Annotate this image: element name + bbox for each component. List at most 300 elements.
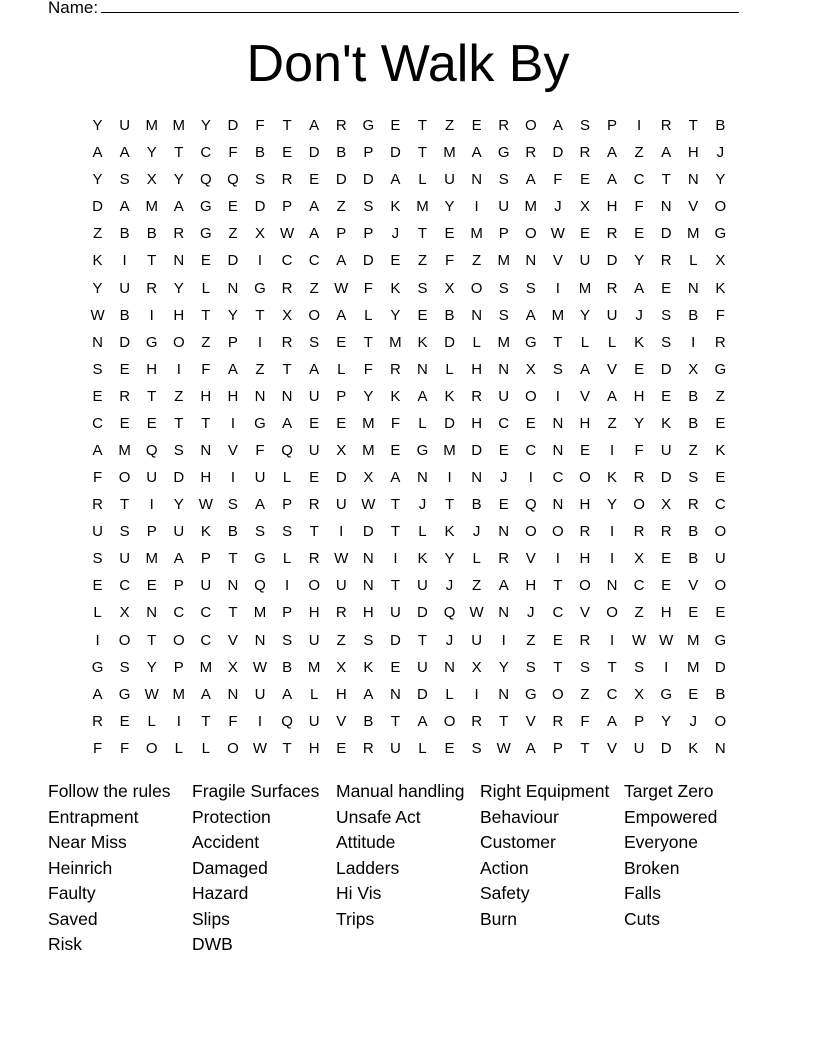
grid-letter: I	[474, 198, 479, 216]
grid-letter: R	[579, 631, 591, 649]
word-list-item: Safety	[480, 883, 530, 903]
grid-letter: M	[416, 198, 429, 216]
grid-letter: N	[687, 279, 699, 297]
grid-letter: U	[335, 496, 347, 514]
grid-letter: A	[336, 252, 347, 270]
grid-letter: D	[227, 252, 239, 270]
grid-letter: B	[119, 306, 130, 324]
grid-letter: F	[634, 198, 644, 216]
grid-letter: R	[525, 144, 537, 162]
grid-letter: Y	[661, 712, 672, 730]
grid-letter: D	[254, 198, 266, 216]
word-list	[48, 779, 768, 958]
word-search-grid	[84, 112, 734, 762]
grid-letter: R	[389, 360, 401, 378]
grid-letter: A	[309, 360, 320, 378]
grid-letter: C	[173, 604, 185, 622]
page-title: Don't Walk By	[246, 35, 570, 93]
grid-letter: C	[714, 496, 726, 514]
grid-letter: E	[282, 144, 293, 162]
grid-letter: E	[444, 225, 455, 243]
grid-letter: E	[498, 496, 509, 514]
grid-letter: D	[362, 523, 374, 541]
grid-letter: I	[447, 469, 452, 487]
grid-letter: O	[308, 577, 320, 595]
word-list-item: Slips	[192, 908, 230, 929]
grid-letter: N	[417, 469, 428, 487]
grid-letter: C	[92, 414, 103, 432]
grid-letter: G	[200, 225, 212, 243]
grid-letter: L	[418, 739, 427, 757]
grid-letter: A	[173, 550, 184, 568]
grid-letter: P	[336, 387, 347, 405]
grid-letter: H	[525, 577, 537, 595]
grid-letter: E	[661, 550, 672, 568]
grid-letter: M	[497, 252, 510, 270]
grid-letter: F	[228, 144, 238, 162]
grid-letter: Y	[634, 414, 645, 432]
grid-letter: W	[334, 279, 349, 297]
grid-letter: M	[443, 441, 456, 459]
grid-letter: E	[119, 414, 130, 432]
grid-letter: A	[227, 360, 238, 378]
grid-letter: B	[688, 414, 699, 432]
grid-letter: Q	[443, 604, 456, 622]
grid-letter: Z	[336, 631, 346, 649]
grid-letter: G	[200, 198, 212, 216]
name-field[interactable]	[48, 0, 739, 18]
grid-letter: R	[362, 739, 374, 757]
grid-letter: S	[92, 550, 103, 568]
grid-letter: R	[281, 171, 293, 189]
grid-letter: P	[363, 144, 374, 162]
grid-letter: L	[445, 685, 454, 703]
grid-letter: T	[201, 306, 211, 324]
grid-letter: P	[282, 198, 293, 216]
grid-letter: U	[444, 171, 455, 189]
grid-letter: L	[607, 333, 617, 351]
word-list-item: Protection	[192, 806, 271, 827]
word-list-item: Behaviour	[480, 806, 559, 827]
grid-letter: F	[580, 712, 590, 730]
grid-letter: E	[661, 387, 672, 405]
grid-letter: O	[308, 306, 320, 324]
grid-letter: A	[390, 171, 401, 189]
grid-letter: X	[579, 198, 590, 216]
grid-letter: O	[633, 496, 645, 514]
grid-letter: U	[92, 523, 103, 541]
grid-letter: U	[498, 198, 510, 216]
grid-letter: Y	[363, 387, 374, 405]
word-list-item: Attitude	[336, 832, 396, 852]
grid-letter: C	[498, 414, 510, 432]
grid-letter: N	[92, 333, 103, 351]
grid-letter: N	[552, 496, 564, 514]
grid-letter: E	[200, 252, 211, 270]
grid-letter: U	[417, 658, 428, 676]
grid-letter: Z	[472, 252, 482, 270]
grid-letter: E	[715, 414, 726, 432]
grid-letter: J	[716, 144, 725, 162]
grid-letter: M	[470, 225, 483, 243]
grid-letter: K	[634, 333, 645, 351]
grid-letter: O	[118, 469, 131, 487]
grid-letter: Y	[92, 171, 103, 189]
grid-row	[84, 626, 734, 653]
grid-letter: I	[555, 550, 560, 568]
grid-letter: A	[552, 117, 563, 135]
grid-letter: I	[230, 414, 236, 432]
grid-letter: U	[606, 306, 618, 324]
grid-letter: A	[309, 198, 320, 216]
grid-letter: C	[200, 631, 212, 649]
grid-letter: N	[389, 685, 401, 703]
grid-letter: O	[227, 739, 239, 757]
grid-letter: Y	[579, 306, 590, 324]
grid-letter: S	[471, 739, 482, 757]
grid-letter: H	[200, 469, 212, 487]
name-underline[interactable]	[101, 0, 739, 13]
grid-letter: D	[660, 360, 672, 378]
grid-letter: R	[633, 523, 645, 541]
grid-letter: C	[525, 441, 537, 459]
grid-letter: P	[634, 712, 645, 730]
grid-letter: C	[200, 604, 212, 622]
grid-letter: U	[146, 469, 158, 487]
grid-letter: E	[336, 333, 347, 351]
grid-letter: V	[227, 441, 238, 459]
grid-letter: Q	[254, 577, 266, 595]
grid-letter: Y	[444, 550, 455, 568]
grid-letter: C	[308, 252, 320, 270]
grid-row	[84, 329, 734, 356]
grid-letter: C	[606, 685, 618, 703]
grid-letter: F	[92, 469, 103, 487]
grid-letter: X	[471, 658, 482, 676]
grid-letter: A	[417, 387, 428, 405]
word-list-item: Hazard	[192, 883, 249, 903]
grid-letter: M	[551, 306, 565, 324]
grid-letter: G	[524, 685, 537, 703]
grid-row	[84, 302, 734, 329]
grid-letter: E	[525, 414, 536, 432]
grid-letter: C	[552, 604, 564, 622]
grid-letter: H	[471, 414, 483, 432]
grid-letter: I	[609, 441, 615, 459]
grid-letter: J	[472, 523, 481, 541]
grid-letter: T	[228, 604, 238, 622]
grid-letter: Z	[580, 685, 590, 703]
grid-letter: A	[92, 144, 103, 162]
grid-letter: H	[146, 360, 158, 378]
grid-letter: G	[714, 225, 727, 243]
grid-letter: D	[335, 469, 347, 487]
grid-letter: F	[92, 739, 103, 757]
grid-letter: L	[418, 523, 427, 541]
grid-letter: Z	[228, 225, 238, 243]
grid-letter: P	[607, 117, 618, 135]
grid-letter: D	[660, 469, 672, 487]
word-list-item: Burn	[480, 908, 517, 929]
grid-letter: E	[119, 360, 130, 378]
grid-letter: H	[687, 144, 699, 162]
grid-letter: V	[607, 739, 618, 757]
grid-letter: Y	[715, 171, 726, 189]
grid-letter: S	[92, 360, 103, 378]
grid-row	[84, 545, 734, 572]
grid-letter: N	[227, 685, 239, 703]
grid-letter: V	[525, 712, 536, 730]
grid-letter: U	[389, 739, 401, 757]
grid-letter: I	[149, 306, 154, 324]
grid-row	[84, 166, 734, 193]
grid-letter: A	[634, 279, 645, 297]
grid-letter: D	[444, 333, 455, 351]
grid-letter: I	[637, 117, 642, 135]
grid-letter: J	[635, 306, 643, 324]
grid-letter: O	[118, 631, 131, 649]
grid-row	[84, 654, 734, 681]
grid-letter: S	[417, 279, 428, 297]
grid-letter: R	[579, 523, 591, 541]
grid-letter: C	[633, 577, 645, 595]
grid-letter: P	[282, 496, 293, 514]
grid-letter: N	[498, 604, 510, 622]
grid-letter: U	[119, 550, 131, 568]
grid-letter: I	[176, 360, 181, 378]
grid-letter: E	[715, 469, 726, 487]
grid-letter: R	[308, 496, 320, 514]
grid-letter: X	[661, 496, 672, 514]
grid-letter: B	[227, 523, 238, 541]
grid-letter: M	[362, 414, 375, 432]
grid-row	[84, 735, 734, 762]
grid-letter: L	[93, 604, 102, 622]
grid-letter: S	[579, 658, 590, 676]
grid-letter: D	[362, 171, 374, 189]
grid-letter: L	[282, 469, 292, 487]
word-list-item: Saved	[48, 908, 98, 929]
grid-letter: S	[282, 523, 293, 541]
grid-letter: O	[579, 469, 591, 487]
grid-letter: R	[552, 712, 564, 730]
grid-letter: U	[471, 631, 483, 649]
grid-row	[84, 681, 734, 708]
grid-letter: I	[474, 685, 479, 703]
grid-letter: N	[281, 387, 293, 405]
grid-letter: V	[525, 550, 536, 568]
grid-letter: P	[173, 577, 184, 595]
grid-letter: E	[634, 225, 645, 243]
grid-row	[84, 410, 734, 437]
grid-letter: U	[254, 685, 266, 703]
grid-letter: V	[336, 712, 347, 730]
grid-letter: Z	[255, 360, 265, 378]
grid-letter: T	[499, 712, 509, 730]
grid-letter: W	[90, 306, 105, 324]
grid-letter: R	[660, 117, 672, 135]
grid-letter: E	[146, 577, 157, 595]
grid-letter: M	[497, 333, 510, 351]
word-list-item: Falls	[624, 883, 661, 903]
grid-letter: R	[281, 333, 293, 351]
grid-letter: B	[444, 306, 455, 324]
grid-letter: E	[390, 252, 401, 270]
grid-letter: A	[607, 387, 618, 405]
grid-letter: D	[389, 144, 401, 162]
grid-row	[84, 220, 734, 247]
grid-letter: A	[336, 306, 347, 324]
grid-letter: Y	[146, 144, 157, 162]
grid-letter: U	[308, 441, 320, 459]
grid-letter: D	[552, 144, 564, 162]
grid-letter: E	[92, 387, 103, 405]
grid-letter: R	[714, 333, 726, 351]
grid-letter: F	[715, 306, 725, 324]
grid-letter: L	[282, 550, 292, 568]
grid-letter: M	[524, 198, 538, 216]
grid-letter: B	[363, 712, 374, 730]
grid-letter: A	[173, 198, 184, 216]
grid-letter: B	[688, 550, 699, 568]
grid-letter: C	[200, 144, 212, 162]
grid-letter: K	[715, 279, 726, 297]
grid-letter: A	[119, 144, 130, 162]
grid-letter: O	[552, 685, 564, 703]
grid-letter: I	[609, 550, 615, 568]
grid-letter: E	[444, 739, 455, 757]
grid-letter: B	[688, 306, 699, 324]
grid-letter: I	[122, 252, 127, 270]
grid-letter: U	[308, 712, 320, 730]
grid-letter: T	[417, 117, 428, 135]
grid-letter: U	[389, 604, 401, 622]
grid-letter: A	[417, 712, 428, 730]
grid-letter: N	[471, 171, 483, 189]
grid-letter: S	[661, 306, 672, 324]
grid-letter: O	[443, 712, 456, 730]
grid-letter: T	[147, 631, 157, 649]
grid-letter: S	[552, 360, 563, 378]
grid-letter: U	[417, 577, 428, 595]
grid-letter: J	[445, 577, 454, 595]
grid-letter: A	[92, 685, 103, 703]
grid-letter: G	[362, 117, 375, 135]
name-label: Name:	[48, 0, 99, 17]
grid-letter: V	[607, 360, 618, 378]
grid-letter: E	[336, 414, 347, 432]
grid-letter: U	[173, 523, 185, 541]
grid-letter: O	[524, 523, 537, 541]
grid-letter: T	[147, 387, 157, 405]
grid-letter: M	[307, 658, 321, 676]
grid-letter: H	[606, 198, 618, 216]
grid-letter: K	[607, 469, 618, 487]
word-list-item: Cuts	[624, 908, 660, 929]
grid-letter: R	[335, 604, 347, 622]
grid-letter: N	[362, 577, 374, 595]
grid-letter: Y	[498, 658, 509, 676]
grid-letter: O	[524, 117, 537, 135]
grid-letter: H	[633, 387, 645, 405]
grid-letter: I	[257, 712, 263, 730]
grid-letter: E	[417, 306, 428, 324]
grid-letter: B	[146, 225, 157, 243]
grid-letter: I	[609, 631, 615, 649]
grid-letter: F	[201, 360, 211, 378]
grid-letter: W	[252, 739, 268, 757]
grid-letter: S	[363, 631, 374, 649]
grid-letter: H	[227, 387, 239, 405]
grid-letter: R	[471, 712, 483, 730]
grid-letter: R	[281, 279, 293, 297]
grid-letter: J	[527, 604, 535, 622]
grid-letter: K	[390, 279, 401, 297]
word-list-item: Faulty	[48, 883, 96, 903]
grid-letter: S	[282, 631, 293, 649]
grid-letter: K	[390, 387, 401, 405]
grid-letter: H	[471, 360, 483, 378]
grid-letter: A	[282, 414, 293, 432]
grid-letter: G	[118, 685, 131, 703]
grid-letter: Y	[227, 306, 238, 324]
grid-letter: T	[120, 496, 130, 514]
grid-letter: W	[280, 225, 295, 243]
grid-letter: X	[688, 360, 699, 378]
grid-letter: H	[579, 496, 591, 514]
grid-letter: L	[174, 739, 183, 757]
grid-letter: P	[227, 333, 238, 351]
grid-letter: Y	[200, 117, 211, 135]
grid-letter: S	[119, 523, 130, 541]
grid-letter: D	[119, 333, 131, 351]
grid-letter: S	[525, 658, 536, 676]
grid-letter: E	[498, 441, 509, 459]
grid-letter: N	[227, 577, 239, 595]
grid-letter: N	[552, 441, 564, 459]
grid-letter: I	[95, 631, 100, 649]
word-list-item: DWB	[192, 934, 233, 954]
grid-letter: U	[308, 387, 320, 405]
grid-letter: D	[389, 631, 401, 649]
grid-letter: M	[578, 279, 592, 297]
grid-letter: W	[361, 496, 376, 514]
grid-letter: T	[444, 496, 455, 514]
grid-letter: Y	[634, 252, 645, 270]
grid-letter: N	[498, 360, 510, 378]
grid-letter: S	[688, 469, 699, 487]
grid-letter: Z	[634, 604, 644, 622]
grid-letter: Q	[281, 712, 293, 730]
grid-letter: J	[689, 712, 697, 730]
grid-letter: N	[227, 279, 239, 297]
grid-letter: K	[444, 523, 455, 541]
grid-letter: A	[498, 577, 509, 595]
grid-letter: T	[255, 306, 265, 324]
grid-letter: S	[525, 279, 536, 297]
word-list-item: Trips	[336, 908, 375, 929]
grid-letter: F	[228, 712, 238, 730]
grid-letter: G	[145, 333, 158, 351]
grid-letter: D	[444, 414, 455, 432]
grid-letter: E	[390, 441, 401, 459]
grid-letter: K	[363, 658, 374, 676]
grid-letter: D	[417, 685, 428, 703]
grid-letter: S	[227, 496, 238, 514]
grid-letter: V	[579, 387, 590, 405]
grid-letter: A	[92, 441, 103, 459]
grid-letter: E	[309, 469, 320, 487]
